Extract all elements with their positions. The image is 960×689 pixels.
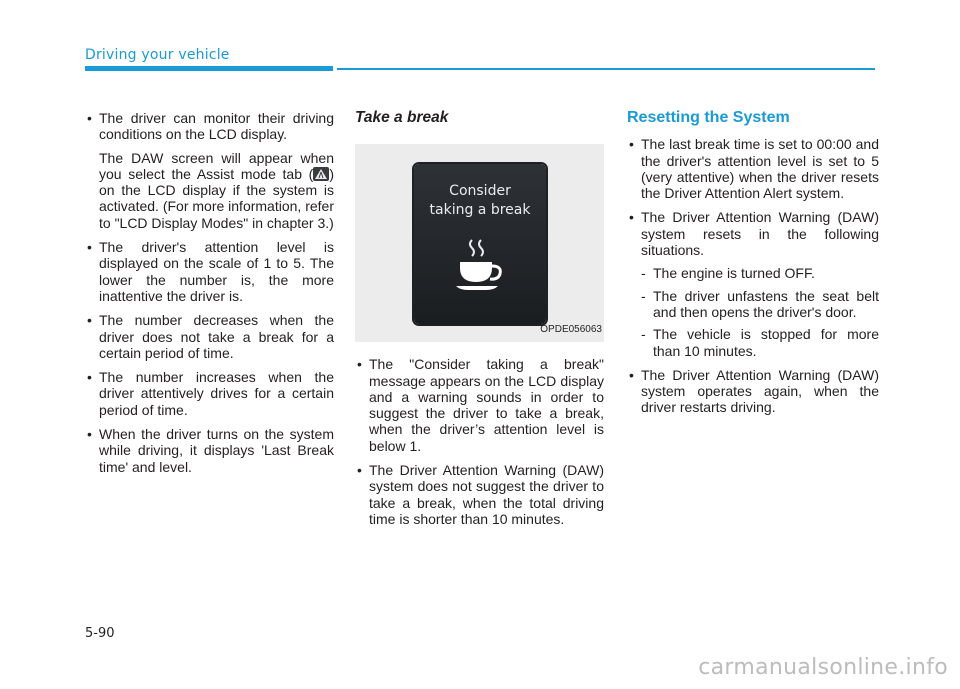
- column-right: [627, 110, 879, 424]
- bullet-text: The driver can monitor their driving conditions on the LCD display.: [99, 110, 334, 143]
- section-heading-resetting: Resetting the System: [627, 109, 790, 126]
- list-item: [355, 356, 604, 454]
- lcd-message: [414, 182, 546, 220]
- sub-text-after: ) on the LCD display if the system is activated. (For more information, refer to "LCD Display Modes" in chapter 3.): [99, 165, 334, 231]
- lcd-figure: [355, 144, 604, 342]
- lcd-message-line1: Consider: [449, 183, 511, 200]
- dash-item: [641, 288, 879, 321]
- list-item: [627, 209, 879, 358]
- bullet-text: The Driver Attention Warning (DAW) system does not suggest the driver to take a break, when the total driving time is shorter than 10 minutes.: [369, 462, 604, 527]
- dash-marker: -: [641, 326, 646, 343]
- list-item: [85, 369, 334, 418]
- dash-text: The driver unfastens the seat belt and then opens the driver's door.: [653, 287, 879, 320]
- bullet-list: [355, 356, 604, 527]
- list-item: [85, 239, 334, 304]
- dash-marker: -: [641, 287, 646, 304]
- column-left: [85, 110, 334, 483]
- bullet-text: The driver's attention level is displayed on the scale of 1 to 5. The lower the number is, the more inattentive the driver is.: [99, 239, 334, 304]
- coffee-cup-icon: [454, 236, 506, 292]
- dash-marker: -: [641, 265, 646, 282]
- bullet-text: The "Consider taking a break" message appears on the LCD display and a warning sounds in order to suggest the driver to take a break, when the driver’s attention level is below 1.: [369, 356, 604, 454]
- bullet-text: The Driver Attention Warning (DAW) system resets in the following situations.: [641, 209, 879, 259]
- list-item: [355, 462, 604, 527]
- dash-text: The engine is turned OFF.: [653, 265, 815, 282]
- bullet-text: The last break time is set to 00:00 and the driver's attention level is set to 5 (very attentive) when the driver resets the Driver Attention Alert system.: [641, 136, 879, 202]
- bullet-text: The number increases when the driver attentively drives for a certain period of time.: [99, 369, 334, 418]
- lcd-message-line2: taking a break: [429, 202, 531, 219]
- page-number: 5-90: [85, 626, 115, 641]
- bullet-text: The number decreases when the driver does not take a break for a certain period of time.: [99, 312, 334, 361]
- assist-mode-tab-icon: [313, 167, 329, 181]
- section-title: Driving your vehicle: [85, 47, 230, 63]
- watermark: carmanualsonline.info: [698, 655, 948, 680]
- header-rule-thick: [85, 66, 333, 71]
- bullet-list: [85, 110, 334, 475]
- column-middle: [355, 110, 604, 535]
- list-item: [85, 312, 334, 361]
- list-item: [627, 136, 879, 201]
- lcd-screen: [414, 164, 546, 324]
- list-item: [85, 426, 334, 475]
- dash-item: [641, 326, 879, 359]
- bullet-text: When the driver turns on the system while driving, it displays 'Last Break time' and level.: [99, 426, 334, 475]
- section-heading-take-a-break: Take a break: [355, 109, 449, 126]
- list-item: [85, 110, 334, 231]
- figure-code: OPDE056063: [540, 324, 602, 335]
- dash-item: [641, 265, 879, 281]
- header-rule-thin: [337, 68, 875, 70]
- bullet-list: [627, 136, 879, 415]
- bullet-text: The Driver Attention Warning (DAW) system operates again, when the driver restarts driving.: [641, 366, 879, 416]
- dash-list: [641, 265, 879, 358]
- list-item: [627, 367, 879, 416]
- sub-paragraph: [99, 150, 334, 231]
- sub-text-before: The DAW screen will appear when you select the Assist mode tab (: [99, 149, 334, 182]
- dash-text: The vehicle is stopped for more than 10 minutes.: [653, 326, 879, 359]
